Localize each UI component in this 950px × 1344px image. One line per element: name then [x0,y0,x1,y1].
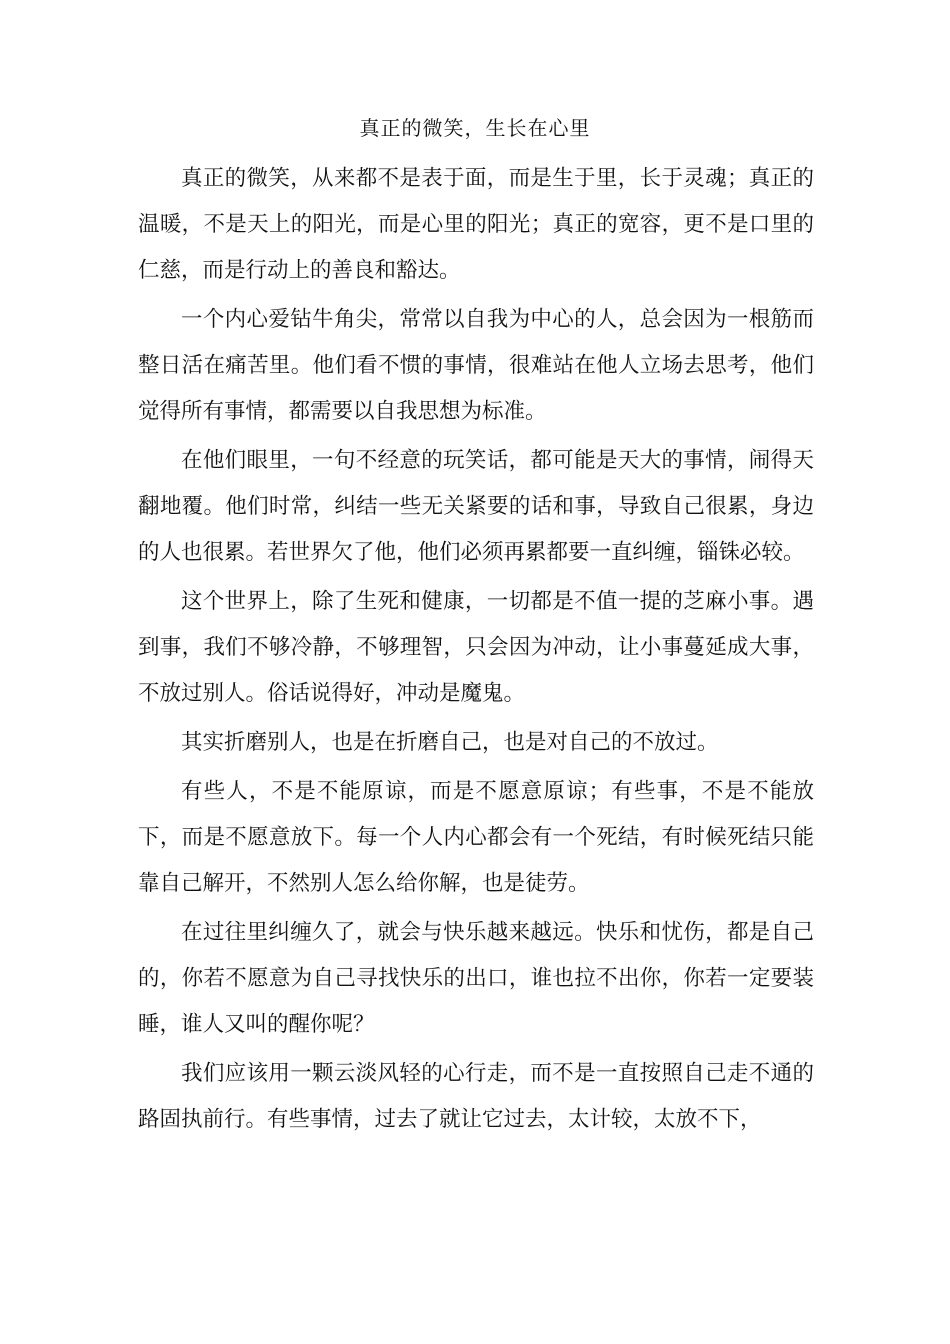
document-body [138,156,814,1146]
paragraph-3: 在他们眼里，一句不经意的玩笑话，都可能是天大的事情，闹得天翻地覆。他们时常，纠结一些无关紧要的话和事，导致自己很累，身边的人也很累。若世界欠了他，他们必须再累都要一直纠缠，锱铢必较。 [138,448,814,565]
paragraph-1: 真正的微笑，从来都不是表于面，而是生于里，长于灵魂；真正的温暖，不是天上的阳光，而是心里的阳光；真正的宽容，更不是口里的仁慈，而是行动上的善良和豁达。 [138,166,814,283]
paragraph-6: 有些人，不是不能原谅，而是不愿意原谅；有些事，不是不能放下，而是不愿意放下。每一个人内心都会有一个死结，有时候死结只能靠自己解开，不然别人怎么给你解，也是徒劳。 [138,779,814,896]
paragraph-7: 在过往里纠缠久了，就会与快乐越来越远。快乐和忧伤，都是自己的，你若不愿意为自己寻找快乐的出口，谁也拉不出你，你若一定要装睡，谁人又叫的醒你呢？ [138,920,814,1037]
document-title: 真正的微笑，生长在心里 [359,116,591,140]
paragraph-2: 一个内心爱钻牛角尖，常常以自我为中心的人，总会因为一根筋而整日活在痛苦里。他们看不惯的事情，很难站在他人立场去思考，他们觉得所有事情，都需要以自我思想为标准。 [138,307,814,424]
paragraph-8: 我们应该用一颗云淡风轻的心行走，而不是一直按照自己走不通的路固执前行。有些事情，过去了就让它过去，太计较，太放不下， [138,1061,814,1132]
paragraph-5: 其实折磨别人，也是在折磨自己，也是对自己的不放过。 [181,730,719,755]
paragraph-4: 这个世界上，除了生死和健康，一切都是不值一提的芝麻小事。遇到事，我们不够冷静，不够理智，只会因为冲动，让小事蔓延成大事，不放过别人。俗话说得好，冲动是魔鬼。 [138,589,814,706]
